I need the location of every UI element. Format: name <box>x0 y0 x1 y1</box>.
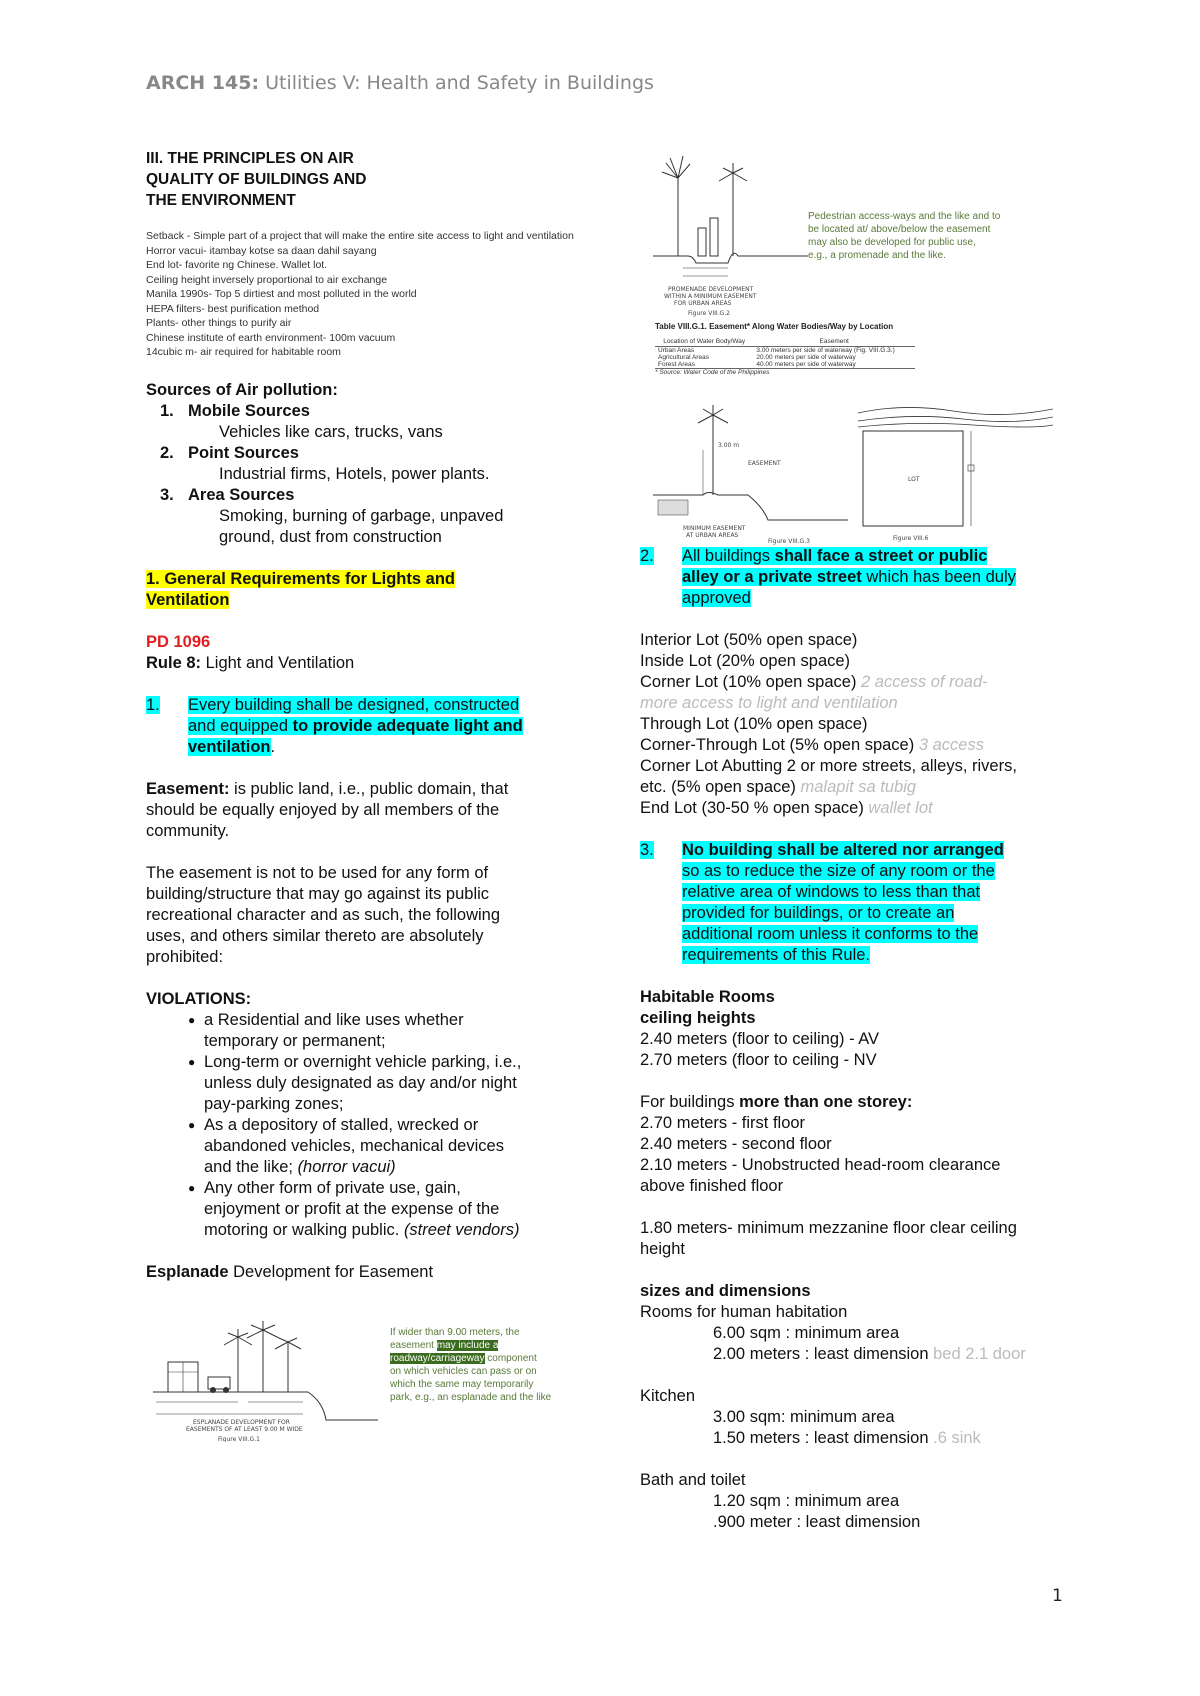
esplanade-drawing <box>148 1302 378 1442</box>
promenade-label-2: WITHIN A MINIMUM EASEMENT <box>664 293 757 300</box>
rule-item-3: 3. No building shall be altered nor arranged so as to reduce the size of any room or the relative area of windows to less than that provided for buildings, or to create an additional room unless it conforms to the requirements of this Rule. <box>640 841 1004 964</box>
pd-label: PD 1096 <box>146 632 211 651</box>
lecture-notes <box>146 229 586 360</box>
sizes-heading: sizes and dimensions <box>640 1282 811 1300</box>
list-item: Corner Lot Abutting 2 or more streets, alleys, rivers, <box>640 757 1017 775</box>
rule-item-1: 1. Every building shall be designed, constructed and equipped to provide adequate light and ventilation. <box>146 695 523 756</box>
page-header <box>146 72 654 94</box>
note-line: Plants- other things to purify air <box>146 317 292 329</box>
table-title: Table VIII.G.1. Easement* Along Water Bodies/Way by Location <box>655 322 894 331</box>
mezzanine-height: 1.80 meters- minimum mezzanine floor clear ceiling height <box>640 1219 1017 1258</box>
list-item: ● Any other form of private use, gain, enjoyment or profit at the expense of the motoring or walking public. (street vendors) <box>188 1178 520 1239</box>
violations-list <box>146 1010 576 1241</box>
list-item: more access to light and ventilation <box>640 694 898 712</box>
course-code: ARCH 145: <box>146 72 260 94</box>
table-header-row: Location of Water Body/Way Easement <box>655 337 915 347</box>
lot-figure-label: Figure VIII.6 <box>893 535 929 542</box>
left-column <box>146 148 576 1283</box>
right-column <box>640 546 1070 1533</box>
lot-drawing <box>853 395 1053 545</box>
table-row: Urban Areas 3.00 meters per side of waterway (Fig. VIII.G.3.) <box>658 347 895 354</box>
list-item: 2. Point Sources <box>160 443 299 462</box>
minimum-easement-label-1: MINIMUM EASEMENT <box>683 525 746 532</box>
list-item: Through Lot (10% open space) <box>640 715 868 733</box>
sources-heading: Sources of Air pollution: <box>146 380 338 399</box>
promenade-label-1: PROMENADE DEVELOPMENT <box>668 286 754 293</box>
list-item: 1. Mobile Sources <box>160 401 310 420</box>
note-line: Chinese institute of earth environment- 100m vacuum <box>146 331 396 344</box>
note-line: Manila 1990s- Top 5 dirtiest and most polluted in the world <box>146 288 417 300</box>
course-title: Utilities V: Health and Safety in Buildings <box>259 72 654 94</box>
list-item: 3. Area Sources <box>160 485 295 504</box>
rule-line: Rule 8: Light and Ventilation <box>146 653 355 672</box>
list-item: Corner-Through Lot (5% open space) 3 access <box>640 736 984 754</box>
note-line: Setback - Simple part of a project that will make the entire site access to light and ventilation <box>146 230 574 242</box>
table-source: * Source: Water Code of the Philippines <box>655 369 770 376</box>
habitable-rooms: Habitable Rooms ceiling heights 2.40 meters (floor to ceiling) - AV 2.70 meters (floor to ceiling - NV <box>640 988 880 1069</box>
easement-figures-row <box>648 395 1068 545</box>
list-item: Inside Lot (20% open space) <box>640 652 851 670</box>
note-line: Horror vacui- itambay kotse sa daan dahil sayang <box>146 244 377 257</box>
section-title: III. THE PRINCIPLES ON AIR QUALITY OF BUILDINGS AND THE ENVIRONMENT <box>146 150 367 209</box>
lot-label: LOT <box>908 476 920 483</box>
easement-paragraph: The easement is not to be used for any form of building/structure that may go against its public recreational character and as such, the following uses, and others similar thereto are absolutely prohibited: <box>146 863 501 966</box>
list-item: ● As a depository of stalled, wrecked or abandoned vehicles, mechanical devices and the like; (horror vacui) <box>188 1115 504 1176</box>
list-item: Interior Lot (50% open space) <box>640 631 858 649</box>
esplanade-label-2: EASEMENTS OF AT LEAST 9.00 M WIDE <box>186 1426 303 1433</box>
lot-types-list <box>640 630 1070 819</box>
easement-table <box>655 322 975 392</box>
svg-text:EASEMENT: EASEMENT <box>748 460 781 467</box>
esplanade-figure <box>148 1302 568 1442</box>
promenade-figure <box>648 148 1068 318</box>
list-item: ● a Residential and like uses whether temporary or permanent; <box>188 1010 464 1050</box>
minimum-easement-drawing <box>648 395 848 545</box>
esplanade-caption: If wider than 9.00 meters, the easement may include a roadway/carriageway component on which vehicles can pass or on which the same may temporarily park, e.g., an esplanade and the like <box>390 1327 552 1403</box>
promenade-drawing <box>648 148 808 318</box>
table <box>655 337 915 369</box>
table-row: Forest Areas 40.00 meters per side of waterway <box>655 361 915 369</box>
promenade-label-3: FOR URBAN AREAS <box>674 300 732 307</box>
list-item: End Lot (30-50 % open space) wallet lot <box>640 799 933 817</box>
violations-heading: VIOLATIONS: <box>146 989 252 1008</box>
page-number: 1 <box>1052 1586 1063 1606</box>
rooms-habitation: Rooms for human habitation 6.00 sqm : minimum area 2.00 meters : least dimension bed 2.1 door <box>640 1303 1026 1363</box>
rule-item-2: 2. All buildings shall face a street or public alley or a private street which has been duly approved <box>640 547 1016 607</box>
note-line: Ceiling height inversely proportional to air exchange <box>146 273 388 286</box>
bath-dimensions: Bath and toilet 1.20 sqm : minimum area .900 meter : least dimension <box>640 1471 921 1531</box>
minimum-easement-label-2: AT URBAN AREAS <box>686 532 739 539</box>
list-item: ● Long-term or overnight vehicle parking, i.e., unless duly designated as day and/or night pay-parking zones; <box>188 1052 522 1113</box>
esplanade-label-1: ESPLANADE DEVELOPMENT FOR <box>193 1419 290 1426</box>
promenade-figure-label: Figure VIII.G.2 <box>688 310 730 317</box>
note-line: End lot- favorite ng Chinese. Wallet lot. <box>146 259 328 271</box>
general-requirements-heading: 1. General Requirements for Lights and Ventilation <box>146 569 455 609</box>
note-line: 14cubic m- air required for habitable room <box>146 346 341 358</box>
promenade-caption: Pedestrian access-ways and the like and to be located at/ above/below the easement may also be developed for public use, e.g., a promenade and the like. <box>808 211 1001 261</box>
sources-list: 1. Mobile Sources Vehicles like cars, trucks, vans 2. Point Sources Industrial firms, Hotels, power plants. 3. Area Sources Smoking, burning of garbage, unpaved ground, dust from construction <box>146 401 576 548</box>
storey-heights: For buildings more than one storey: 2.70 meters - first floor 2.40 meters - second floor 2.10 meters - Unobstructed head-room clearance above finished floor <box>640 1093 1001 1195</box>
list-item: Corner Lot (10% open space) 2 access of road- <box>640 673 988 691</box>
svg-text:3.00 m: 3.00 m <box>718 442 740 449</box>
list-item: etc. (5% open space) malapit sa tubig <box>640 778 917 796</box>
kitchen-dimensions: Kitchen 3.00 sqm: minimum area 1.50 meters : least dimension .6 sink <box>640 1387 981 1447</box>
esplanade-heading: Esplanade Development for Easement <box>146 1262 434 1281</box>
easement-definition: Easement: is public land, i.e., public domain, that should be equally enjoyed by all members of the community. <box>146 779 509 840</box>
minimum-easement-figure-label: Figure VIII.G.3 <box>768 538 810 545</box>
table-row: Agricultural Areas 20.00 meters per side of waterway <box>658 354 856 361</box>
note-line: HEPA filters- best purification method <box>146 302 320 315</box>
esplanade-figure-label: Figure VIII.G.1 <box>218 1436 260 1442</box>
